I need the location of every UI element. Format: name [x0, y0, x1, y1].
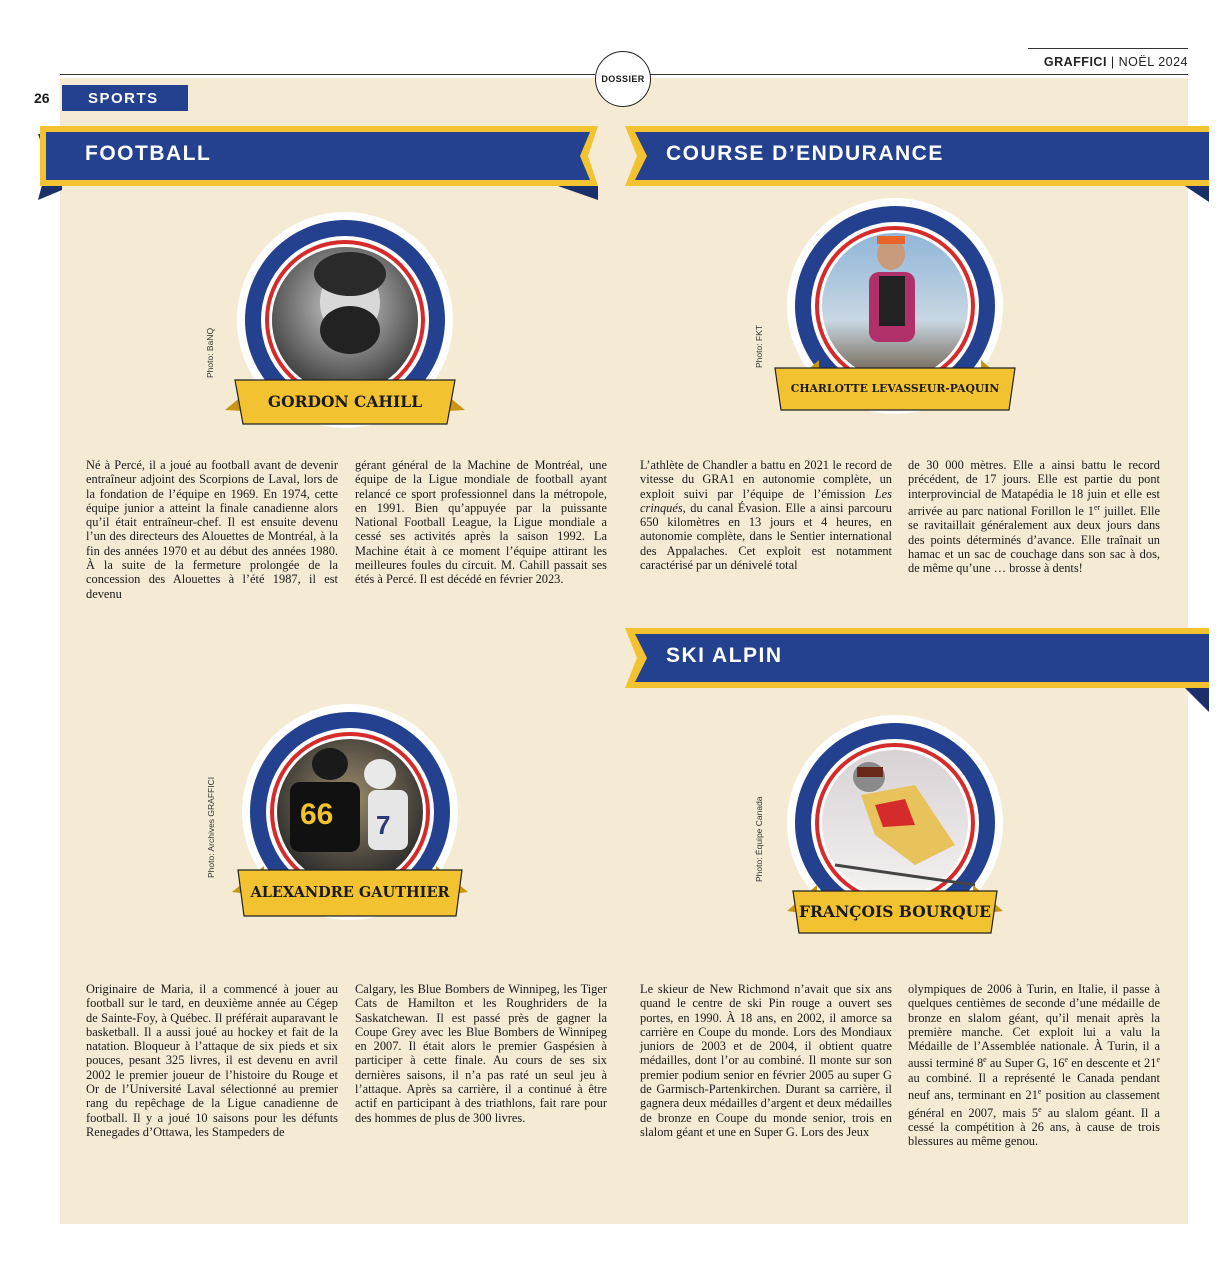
article-paragraph: [640, 458, 892, 572]
athlete-medal: [215, 212, 475, 462]
show-title: Les crinqués: [640, 486, 892, 515]
athlete-name: ALEXANDRE GAUTHIER: [250, 884, 450, 901]
body-text-column: [355, 982, 607, 1125]
header-rule: [650, 74, 1188, 75]
ski-title: SKI ALPIN: [666, 644, 783, 667]
article-paragraph: [908, 458, 1160, 576]
ordinal-suffix: e: [1038, 1104, 1042, 1114]
masthead: [1028, 48, 1188, 69]
text-run: olympiques de 2006 à Turin, en Italie, il passe à quelques centièmes de seconde d’une médaille de bronze en slalom géant, qu’il menait après la première manche. Cet exploit lui a valu la Médaille de l’Assemblée nationale. À Turin, il a aussi terminé 8: [908, 982, 1160, 1071]
athlete-medal: [220, 704, 480, 954]
header-rule: [60, 74, 595, 75]
photo-credit: Photo: BaNQ: [205, 327, 215, 378]
endurance-title: COURSE D’ENDURANCE: [666, 142, 944, 165]
text-run: au slalom géant. Il a cessé la compétition à 26 ans, à cause de trois blessures au même genou.: [908, 1105, 1160, 1149]
article-paragraph: Le skieur de New Richmond n’avait que six ans quand le centre de ski Pin rouge a ouvert ses portes, en 1990. À 18 ans, en 2002, il amorce sa carrière en Coupe du monde. Lors des Mondiaux juniors de 2003 et de 2004, il obtient quatre médailles, dont l’or au combiné. Il monte sur son premier podium senior en février 2005 au super G de Garmisch-Partenkirchen. Durant sa carrière, il gagnera deux médailles d’argent et deux médailles de bronze en Coupe du monde senior, trois en slalom géant et une en Super G. Lors des Jeux: [640, 982, 892, 1139]
athlete-name: CHARLOTTE LEVASSEUR-PAQUIN: [790, 382, 1000, 395]
ordinal-suffix: er: [1093, 502, 1101, 512]
body-text-column: [640, 458, 892, 572]
photo-credit: Photo: Équipe Canada: [754, 796, 764, 882]
body-text-column: [355, 458, 607, 587]
page-number: 26: [34, 90, 50, 106]
photo-credit: Photo: Archives GRAFFICI: [206, 776, 216, 878]
body-text-column: [640, 982, 892, 1139]
article-paragraph: Calgary, les Blue Bombers de Winnipeg, les Tiger Cats de Hamilton et les Roughriders de la Saskatchewan. Il est passé près de gagner la Coupe Grey avec les Blue Bombers de Winnipeg en 2007. Il était alors le premier Gaspésien à participer à cette finale. Au cours de ses six dernières saisons, il n’a pas raté un seul jeu à l’attaque. Après sa carrière, il a continué à être actif en participant à des triathlons, fait rare pour des hommes de plus de 300 livres.: [355, 982, 607, 1125]
issue-label: NOËL 2024: [1118, 55, 1188, 69]
football-title: FOOTBALL: [85, 142, 212, 165]
text-run: position au classement général en 2007, mais 5: [908, 1088, 1161, 1120]
svg-text:7: 7: [376, 810, 391, 840]
body-text-column: [86, 458, 338, 601]
article-paragraph: gérant général de la Machine de Montréal, une équipe de la Ligue mondiale de football ayant relancé ce sport professionnel dans la métropole, en 1991. Bien qu’appuyée par la puissante National Football League, la Ligue mondiale a cessé ses activités après la saison 1992. La Machine était à ce moment l’équipe attirant les meilleures foules du circuit. M. Cahill passait ses étés à Percé. Il est décédé en février 2023.: [355, 458, 607, 587]
text-run: en descente et 21: [1068, 1056, 1157, 1071]
athlete-medal: [765, 715, 1025, 965]
section-tag: SPORTS: [62, 85, 188, 111]
brand-name: GRAFFICI: [1043, 55, 1107, 69]
text-run: au combiné. Il a représenté le Canada pendant neuf ans, terminant en 21: [908, 1070, 1160, 1103]
dossier-badge: DOSSIER: [595, 51, 651, 107]
football-banner: [38, 122, 606, 202]
ordinal-suffix: e: [983, 1055, 987, 1065]
article-paragraph: Originaire de Maria, il a commencé à jouer au football sur le tard, en deuxième année au Cégep de Sainte-Foy, à Québec. Il préférait auparavant le basketball. Il a aussi joué au hockey et fait de la natation. Bloqueur à l’attaque de six pieds et six pouces, pesant 325 livres, il est devenu en avril 2002 le premier joueur de l’histoire du Rouge et Or de l’Université Laval sélectionné au premier rang du repêchage de la Ligue canadienne de football. Il y a joué 10 saisons pour les défunts Renegades d’Ottawa, les Stampeders de: [86, 982, 338, 1139]
athlete-name: GORDON CAHILL: [267, 392, 423, 411]
body-text-column: [908, 982, 1160, 1149]
text-run: L’athlète de Chandler a battu en 2021 le record de vitesse du GRA1 en autonomie complète, un exploit suivi par l’équipe de l’émission: [640, 458, 892, 501]
text-run: juillet. Elle se ravitaillait généralement aux deux jours dans des points déterminés d’avance. Elle traînait un hamac et un sac de couchage dans son sac à dos, de même qu’une … brosse à dents!: [908, 504, 1160, 576]
masthead-separator: |: [1110, 55, 1115, 69]
text-run: au Super G, 16: [986, 1056, 1065, 1071]
athlete-medal: [765, 198, 1025, 448]
ordinal-suffix: e: [1064, 1055, 1069, 1065]
body-text-column: [908, 458, 1160, 576]
endurance-banner: [623, 122, 1211, 202]
body-text-column: [86, 982, 338, 1139]
text-run: , du canal Évasion. Elle a ainsi parcouru 650 kilomètres en 13 jours et 4 heures, en autonomie complète, dans le Sentier international des Appalaches. Cet exploit est notamment caractérisé par un dénivelé total: [640, 500, 892, 573]
ordinal-suffix: e: [1037, 1087, 1042, 1097]
svg-text:66: 66: [300, 798, 334, 831]
photo-credit: Photo: FKT: [754, 325, 764, 368]
athlete-name: FRANÇOIS BOURQUE: [799, 902, 991, 921]
ordinal-suffix: e: [1156, 1055, 1160, 1065]
text-run: de 30 000 mètres. Elle a ainsi battu le record précédent, de 17 jours. Elle est partie du pont interprovincial de Matapédia le 18 juin et elle est arrivée au parc national Forillon le 1: [908, 458, 1160, 519]
article-paragraph: Né à Percé, il a joué au football avant de devenir entraîneur adjoint des Scorpions de Laval, lors de la fondation de l’équipe en 1969. En 1974, cette équipe junior a atteint la finale canadienne alors qu’il était entraîneur-chef. Il est ensuite devenu l’un des directeurs des Alouettes de Montréal, à la fin des années 1970 et au début des années 1980. À la suite de la fermeture prolongée de la concession des Alouettes à l’été 1987, il est devenu: [86, 458, 338, 601]
article-paragraph: [908, 982, 1160, 1149]
ski-banner: [623, 624, 1211, 714]
